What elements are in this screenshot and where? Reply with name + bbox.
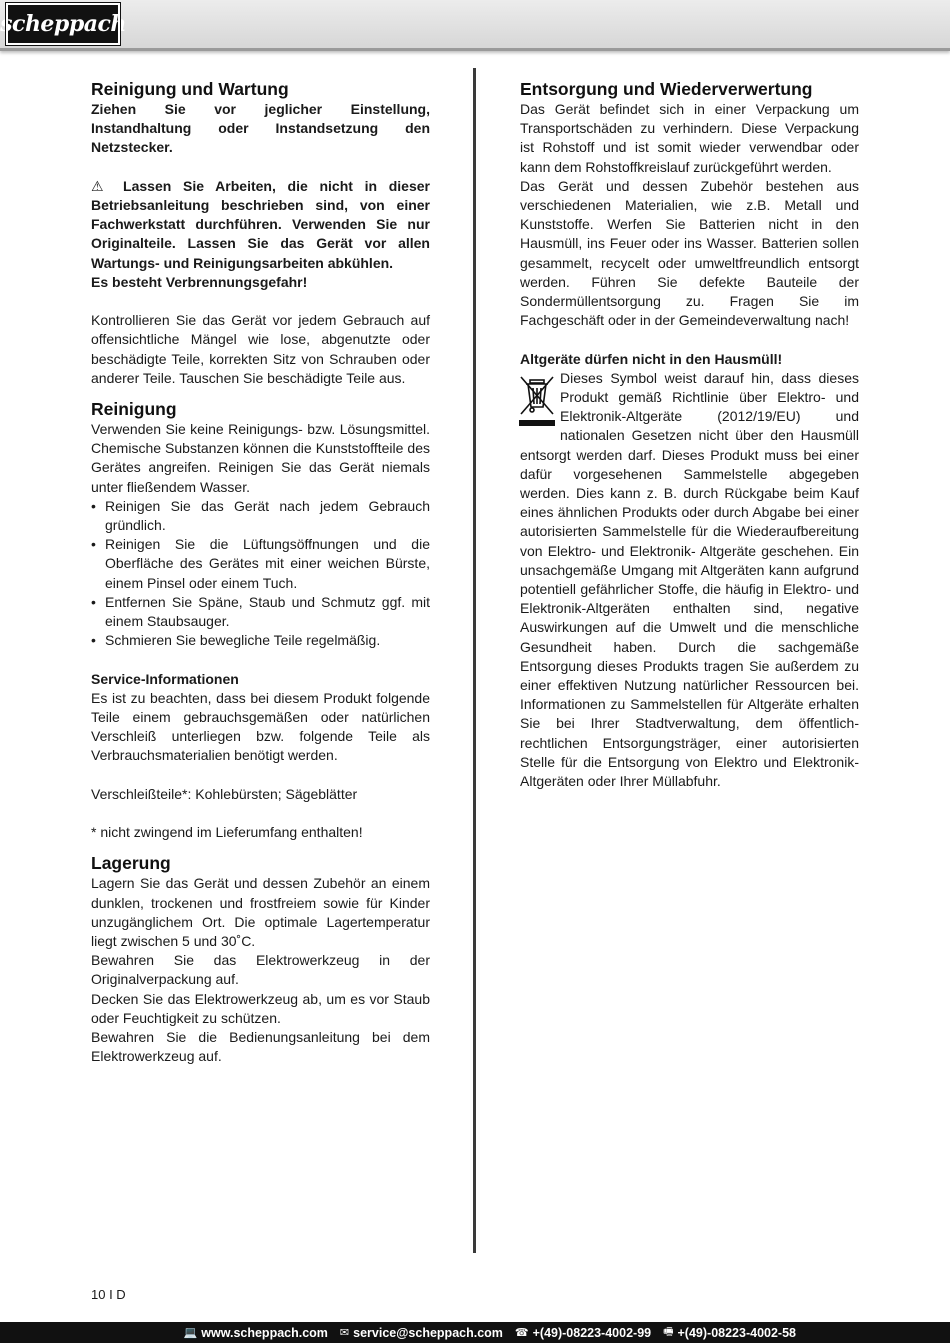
warning-icon: ⚠: [91, 177, 112, 194]
delivery-footnote: * nicht zwingend im Lieferumfang enthalten!: [91, 824, 363, 841]
bullet-icon: •: [91, 497, 96, 514]
bullet-icon: •: [91, 536, 96, 553]
footer-fax: [663, 1323, 796, 1342]
service-paragraph: Es ist zu beachten, dass bei diesem Produkt folgende Teile einem gebrauchsgemäßen oder natürlichen Verschleiß unterliegen bzw. folgende Teile als Verbrauchsmaterialien benötigt werden.: [91, 689, 430, 764]
list-item: • Entfernen Sie Späne, Staub und Schmutz ggf. mit einem Staubsauger.: [91, 593, 430, 630]
footer-email[interactable]: [340, 1326, 503, 1340]
heading-lagerung: Lagerung: [91, 853, 171, 874]
cleaning-list: [91, 497, 430, 651]
phone-number: +(49)-08223-4002-99: [532, 1325, 652, 1340]
cleaning-paragraph: Verwenden Sie keine Reinigungs- bzw. Lösungsmittel. Chemische Substanzen können die Kunststoffteile des Gerätes angreifen. Reinigen Sie das Gerät niemals unter fließendem Wasser.: [91, 421, 430, 495]
weee-paragraph: Dieses Symbol weist darauf hin, dass dieses Produkt gemäß Richtlinie über Elektro- und Elektronik-Altgeräte (2012/19/EU) und nationalen Gesetzen nicht über den Hausmüll entsorgt werden darf. Dieses Produkt muss bei einer dafür vorgesehenen Sammelstelle abgegeben werden. Dies kann z. B. durch Rückgabe beim Kauf eines ähnlichen Produkts oder durch Abgabe bei einer autorisierten Sammelstelle für die Wiederaufbereitung von Elektro- und Elektronik- Altgeräte geschehen. Ein unsachgemäße Umgang mit Altgeräten kann aufgrund potentiell gefährlicher Stoffe, die häufig in Elektro- und Elektronik-Altgeräten enthalten sind, negative Auswirkungen auf die Umwelt und die menschliche Gesundheit haben. Durch die sachgemäße Entsorgung dieses Produkts tragen Sie außerdem zu einer effektiven Nutzung natürlicher Ressourcen bei. Informationen zu Sammelstellen für Altgeräte erhalten Sie bei Ihrer Stadtverwaltung, dem öffentlich-rechtlichen Entsorgungsträger, einer autorisierten Stelle für die Entsorgung von Elektro und Elektronik-Altgeräten oder Ihrer Müllabfuhr.: [520, 369, 859, 790]
email-link[interactable]: service@scheppach.com: [353, 1325, 503, 1340]
left-column: [91, 78, 430, 1066]
page-header: [0, 0, 950, 51]
burn-hazard-notice: Es besteht Verbrennungsgefahr!: [91, 273, 308, 290]
footer-bar: [0, 1322, 950, 1343]
footer-website[interactable]: [184, 1326, 328, 1340]
storage-paragraph-4: Bewahren Sie die Bedienungsanleitung bei dem Elektrowerkzeug auf.: [91, 1029, 430, 1065]
crossed-bin-icon: [518, 371, 556, 431]
page-number: 10 I D: [91, 1287, 126, 1302]
phone-icon: ☎: [514, 1327, 529, 1339]
heading-reinigung: Reinigung: [91, 399, 177, 420]
list-item: • Schmieren Sie bewegliche Teile regelmäßig.: [91, 631, 430, 650]
inspection-paragraph: Kontrollieren Sie das Gerät vor jedem Gebrauch auf offensichtliche Mängel wie lose, abgenutzte oder beschädigte Teile, korrekten Sitz von Schrauben oder anderer Teile. Tauschen Sie beschädigte Teile aus.: [91, 312, 430, 386]
storage-paragraph-2: Bewahren Sie das Elektrowerkzeug in der Originalverpackung auf.: [91, 952, 430, 988]
wear-parts: Verschleißteile*: Kohlebürsten; Sägeblätter: [91, 785, 358, 802]
bullet-icon: •: [91, 593, 96, 610]
list-item: • Reinigen Sie die Lüftungsöffnungen und die Oberfläche des Gerätes mit einer weichen Bürste, einem Pinsel oder einem Tuch.: [91, 536, 430, 591]
storage-paragraph-1: Lagern Sie das Gerät und dessen Zubehör an einem dunklen, trockenen und frostfreiem sowie für Kinder unzugänglichem Ort. Die optimale Lagertemperatur liegt zwischen 5 und 30˚C.: [91, 875, 430, 950]
warning-text: Lassen Sie Arbeiten, die nicht in dieser Betriebsanleitung beschrieben sind, von einer Fachwerkstatt durchführen. Verwenden Sie nur Originalteile. Lassen Sie das Gerät vor allen Wartungs- und Reinigungsarbeiten abkühlen.: [91, 177, 430, 271]
fax-number: +(49)-08223-4002-58: [677, 1325, 796, 1340]
weee-block: [520, 369, 859, 791]
footer-phone: [515, 1326, 651, 1340]
warning-paragraph: [91, 177, 430, 273]
mail-icon: ✉: [339, 1327, 350, 1339]
column-divider: [473, 68, 476, 1253]
heading-altgeraete: Altgeräte dürfen nicht in den Hausmüll!: [520, 350, 783, 367]
website-link[interactable]: www.scheppach.com: [201, 1325, 328, 1340]
packaging-paragraph: Das Gerät befindet sich in einer Verpackung um Transportschäden zu verhindern. Diese Verpackung ist Rohstoff und ist somit wieder verwendbar oder kann dem Rohstoffkreislauf zurückgeführt werden.: [520, 101, 859, 175]
storage-paragraph-3: Decken Sie das Elektrowerkzeug ab, um es vor Staub oder Feuchtigkeit zu schützen.: [91, 990, 430, 1026]
heading-reinigung-wartung: Reinigung und Wartung: [91, 79, 289, 99]
materials-paragraph: Das Gerät und dessen Zubehör bestehen aus verschiedenen Materialien, wie z.B. Metall und Kunststoffe. Werfen Sie Batterien nicht in den Hausmüll, ins Feuer oder ins Wasser. Batterien sollen gesammelt, recycelt oder umweltfreundlich entsorgt werden. Führen Sie defekte Bauteile der Sondermüllentsorgung zu. Fragen Sie im Fachgeschäft oder in der Gemeindeverwaltung nach!: [520, 177, 859, 329]
heading-service-info: Service-Informationen: [91, 670, 239, 687]
scheppach-logo: scheppach: [6, 3, 120, 45]
netzstecker-notice: Ziehen Sie vor jeglicher Einstellung, Instandhaltung oder Instandsetzung den Netzstecker.: [91, 101, 430, 156]
fax-icon: 🖷: [663, 1326, 674, 1338]
computer-icon: 💻: [183, 1327, 198, 1339]
right-column: [520, 78, 859, 791]
bullet-icon: •: [91, 632, 96, 649]
list-item: • Reinigen Sie das Gerät nach jedem Gebrauch gründlich.: [91, 497, 430, 534]
heading-entsorgung: Entsorgung und Wiederverwertung: [520, 79, 813, 99]
